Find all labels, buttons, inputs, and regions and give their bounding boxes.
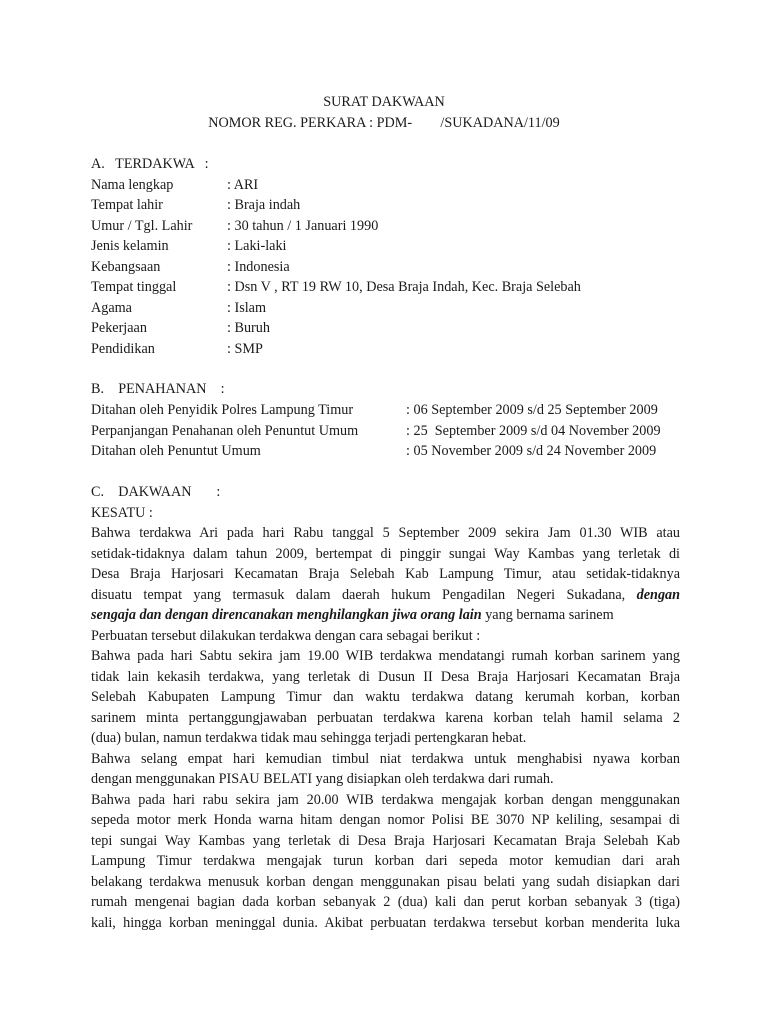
paragraph-line: tepi sungai Way Kambas yang terletak di Desa Braja Harjosari Kecamatan Braja Selebah Kab — [91, 833, 680, 849]
detention-period: : 05 November 2009 s/d 24 November 2009 — [406, 443, 657, 459]
field-label: Umur / Tgl. Lahir — [91, 218, 193, 234]
field-value: : Buruh — [227, 320, 270, 336]
field-label: Jenis kelamin — [91, 238, 169, 254]
field-value: : 30 tahun / 1 Januari 1990 — [227, 218, 379, 234]
field-value: : Dsn V , RT 19 RW 10, Desa Braja Indah, Kec. Braja Selebah — [227, 279, 581, 295]
paragraph-line: Lampung Timur terdakwa mengajak turun korban dari sepeda motor kemudian dari arah — [91, 853, 680, 869]
paragraph-line: rumah mengenai bagian dada korban sebanyak 2 (dua) kali dan perut korban sebanyak 3 (tiga) — [91, 894, 680, 910]
paragraph-line — [91, 607, 614, 624]
paragraph-line: sarinem minta pertanggungjawaban perbuatan terdakwa karena korban telah hamil selama 2 — [91, 710, 680, 726]
field-value: : Laki-laki — [227, 238, 287, 254]
paragraph-line: Selebah Kabupaten Lampung Timur dan waktu terdakwa datang kerumah korban, korban — [91, 689, 680, 705]
detention-label: Ditahan oleh Penuntut Umum — [91, 443, 261, 459]
field-label: Pekerjaan — [91, 320, 147, 336]
paragraph-line: Desa Braja Harjosari Kecamatan Braja Selebah Kab Lampung Timur, atau setidak-tidaknya — [91, 566, 680, 582]
field-label: Tempat tinggal — [91, 279, 177, 295]
field-value: : SMP — [227, 341, 263, 357]
field-value: : ARI — [227, 177, 259, 193]
paragraph-line: Bahwa pada hari rabu sekira jam 20.00 WIB terdakwa mengajak korban dengan menggunakan — [91, 792, 680, 808]
emphasis-text: dengan — [636, 587, 681, 603]
case-number: NOMOR REG. PERKARA : PDM- /SUKADANA/11/09 — [208, 115, 560, 131]
paragraph-line: sepeda motor merk Honda warna hitam dengan nomor Polisi BE 3070 NP keliling, sesampai di — [91, 812, 680, 828]
document-title: SURAT DAKWAAN — [323, 94, 445, 110]
section-c-heading: C. DAKWAAN : — [91, 484, 221, 500]
section-b-heading: B. PENAHANAN : — [91, 381, 225, 397]
paragraph-text: disuatu tempat yang termasuk dalam daerah hukum Pengadilan Negeri Sukadana, — [91, 587, 626, 603]
paragraph-line: dengan menggunakan PISAU BELATI yang disiapkan oleh terdakwa dari rumah. — [91, 771, 554, 787]
field-value: : Islam — [227, 300, 267, 316]
detention-label: Ditahan oleh Penyidik Polres Lampung Timur — [91, 402, 354, 418]
detention-label: Perpanjangan Penahanan oleh Penuntut Umum — [91, 423, 359, 439]
field-label: Nama lengkap — [91, 177, 174, 193]
detention-period: : 25 September 2009 s/d 04 November 2009 — [406, 423, 661, 439]
paragraph-line: (dua) bulan, namun terdakwa tidak mau sehingga terjadi pertengkaran hebat. — [91, 730, 527, 746]
kesatu-heading: KESATU : — [91, 505, 153, 521]
field-label: Tempat lahir — [91, 197, 163, 213]
detention-period: : 06 September 2009 s/d 25 September 2009 — [406, 402, 658, 418]
paragraph-line — [91, 587, 680, 604]
paragraph-line: setidak-tidaknya dalam tahun 2009, bertempat di pinggir sungai Way Kambas yang terletak di — [91, 546, 680, 562]
field-label: Pendidikan — [91, 341, 155, 357]
field-label: Agama — [91, 300, 132, 316]
paragraph-line: tidak lain kekasih terdakwa, yang terletak di Dusun II Desa Braja Harjosari Kecamatan Braja — [91, 669, 680, 685]
field-label: Kebangsaan — [91, 259, 161, 275]
paragraph-line: Bahwa selang empat hari kemudian timbul niat terdakwa untuk menghabisi nyawa korban — [91, 751, 680, 767]
paragraph-line: kali, hingga korban meninggal dunia. Akibat perbuatan terdakwa tersebut korban menderita luka — [91, 915, 680, 931]
section-a-heading: A. TERDAKWA : — [91, 156, 209, 172]
field-value: : Indonesia — [227, 259, 290, 275]
paragraph-line: Bahwa terdakwa Ari pada hari Rabu tanggal 5 September 2009 sekira Jam 01.30 WIB atau — [91, 525, 680, 541]
paragraph-line: belakang terdakwa menusuk korban dengan menggunakan pisau belati yang sudah disiapkan dari — [91, 874, 680, 890]
paragraph-line: Perbuatan tersebut dilakukan terdakwa dengan cara sebagai berikut : — [91, 628, 481, 644]
paragraph-line: Bahwa pada hari Sabtu sekira jam 19.00 WIB terdakwa mendatangi rumah korban sarinem yang — [91, 648, 680, 664]
field-value: : Braja indah — [227, 197, 301, 213]
paragraph-text: yang bernama sarinem — [481, 607, 614, 623]
emphasis-text: sengaja dan dengan direncanakan menghilangkan jiwa orang lain — [91, 607, 482, 623]
